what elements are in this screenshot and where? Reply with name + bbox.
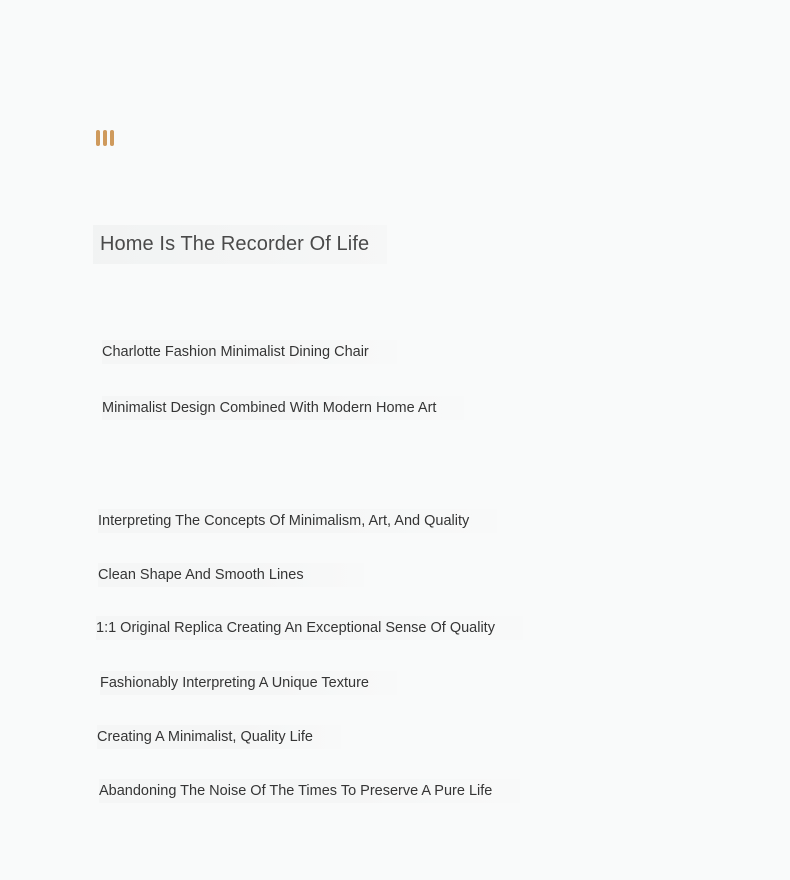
page-headline: Home Is The Recorder Of Life — [93, 225, 387, 264]
feature-line: 1:1 Original Replica Creating An Exceptional Sense Of Quality — [96, 616, 523, 640]
subtitle-product-name: Charlotte Fashion Minimalist Dining Chair — [102, 340, 397, 364]
feature-line: Clean Shape And Smooth Lines — [98, 563, 364, 587]
feature-line: Interpreting The Concepts Of Minimalism, Art, And Quality — [98, 509, 497, 533]
subtitle-design-note: Minimalist Design Combined With Modern Home Art — [102, 396, 464, 420]
logo-icon — [96, 130, 114, 146]
logo-bar — [96, 130, 100, 146]
feature-line: Abandoning The Noise Of The Times To Preserve A Pure Life — [99, 779, 520, 803]
feature-line: Fashionably Interpreting A Unique Texture — [100, 671, 397, 695]
feature-line: Creating A Minimalist, Quality Life — [97, 725, 341, 749]
logo-bar — [110, 130, 114, 146]
logo-bar — [103, 130, 107, 146]
